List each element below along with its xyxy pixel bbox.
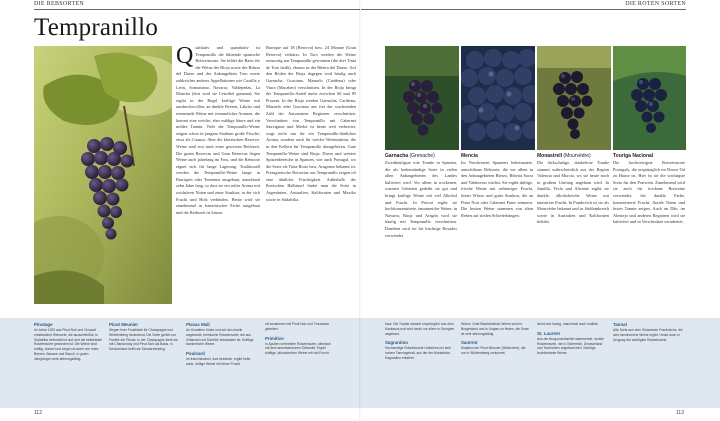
running-header-right: DIE ROTEN SORTEN — [361, 0, 686, 10]
grape-text-monastrell: Die dickschalige, dunkelrote Traube stammt wahrscheinlich aus der Region Valencia und Murcia, wo sie heute noch in großem Umfang angebaut wird. In Jumilla, Yecla und Alicante ergibt sie dunkle, alkoholreiche Weine mit intensiver Frucht. In Frankreich ist sie als Mourvèdre bekannt und in Südfrankreich sowie in Australien und Kalifornien beliebt. — [537, 160, 609, 225]
band-column-4: oft zusammen mit Pinot Noir und Trousseau gekeltert. Primitivo In Apulien verbreitete Rotweinsorte, identisch mit dem amerikanischen Zinfandel. Ergibt kräftige, alkoholreiche Weine mit viel Frucht. — [265, 322, 331, 356]
garnacha-photo — [385, 46, 459, 150]
touriga-nacional-photo — [613, 46, 686, 150]
grape-title-monastrell: Monastrell (Mourvèdre) — [537, 153, 591, 159]
page-title: Tempranillo — [34, 14, 159, 41]
body-column-2: Barrique auf 18 (Reserva) bzw. 24 Monate (Gran Reserva) verkürzt. In Toro werden die Weine reinsortig aus Tempranillo gewonnen (die dort Tinta de Toro heißt), ebenso in der Ribera del Duero. Auf den Böden der Rioja dagegen wird häufig auch Garnacha, Graciano, Mazuelo (Cariñena) oder Viura (Macabeo) verschnitten. In der Rioja bringt die Tempranillo-Anteil meist zwischen 60 und 85 Prozent. In der Rioja werden Garnacha, Cariñena, Mazuelo oder Graciano aus frei der wachsenden Zahl der Autonomen Regionen verschnitten. Verschnitten von Tempranillo mit Cabernet Sauvignon und Merlot ist heute weit verbreitet, sorgt nicht nur für ein Tempranillo-ähnliches Aroma, sondern auch für weiche Weinstruktur, die in den Kellern für Tempranillo dazugehören. Gute Tempranillo-Weine sind Rioja, Duero und weitere Spitzenbereiche in Spanien, wie auch Portugal, wo die Sorte als Tinta Roriz bzw. Aragonez bekannt ist. Portugiesische Rotweine aus Tempranillo zeigen oft eine ähnliche Fruchtigkeit. Außerhalb der Iberischen Halbinsel findet man die Sorte in Argentinien, Australien, Kalifornien und Mexiko sowie in Südafrika. — [266, 45, 356, 202]
tempranillo-vine-photo — [34, 46, 172, 304]
book-gutter — [359, 0, 361, 421]
dropcap: Q — [176, 45, 194, 69]
grape-title-mencia: Mencía — [461, 153, 478, 159]
band-column-3: Plavac Mali An Kroatiens Küste und auf den Inseln angebaute, heimische Rotweinsorte, die aus Zinfandel und Dobričić entstanden ist. Kräftige, tanninreiche Weine. Poulsard Im französischen Jura heimisch, ergibt helle, zarte, duftige Weine mit feiner Frucht. — [186, 322, 255, 366]
band-column-1: Pinotage Im Jahre 1925 aus Pinot Noir und Cinsault entstandene Rebsorte, die ausschließlich in Südafrika verbreitet ist und dort die beliebteste Rotweinsorte geworden ist. Die Weine sind kräftig, dunkel und zeigen Aromen von roten Beeren, Banane und Rauch. In guten Jahrgängen sehr alterungsfähig. — [34, 322, 102, 361]
grape-title-touriga-nacional: Touriga Nacional — [613, 153, 654, 159]
grape-text-mencia: Im Nordwesten Spaniens beheimatete, autochthone Rebsorte, die vor allem in den Anbaugebieten Bierzo, Ribeira Sacra und Valdeorras wächst. Sie ergibt duftige, frische Weine mit rotbeeriger Frucht, feiner Würze und guter Struktur, die an Pinot Noir oder Cabernet Franc erinnern. Die besten Weine stammen von alten Reben auf steilen Schieferhängen. — [461, 160, 533, 218]
band-column-2: Pinot Meunier Wegen ihrer Frosthärte für Champagne und Württemberg bedeutend. Die Sorte gehört zur Familie der Pinots. In der Champagne dient sie mit Chardonnay und Pinot Noir als Basis, in Deutschland heißt sie Schwarzriesling. — [109, 322, 178, 352]
page-number-left: 112 — [34, 410, 42, 416]
band-column-5: baut. Die Traube stammt ursprünglich aus dem Kaukasus und wird heute vor allem in Georgien angebaut. Sagrantino Hochwertige Rotweinsorte Umbriens mit sehr hohem Tanningehalt, aus der der Montefalco Sagrantino entsteht. — [385, 322, 455, 360]
grape-text-touriga-nacional: Die hochwertigste Rotweinsorte Portugals, die ursprünglich im Douro-Tal zu Hause ist. Hier ist sie die wichtigste Sorte für den Portwein. Zunehmend wird sie auch für trockene Rotweine verwendet, die dunkle Farbe, konzentrierte Frucht, florale Noten und festes Tannin zeigen. Auch im Dão, im Alentejo und anderen Regionen wird sie kultiviert und in Verschnitten verarbeitet. — [613, 160, 685, 225]
band-column-8: Tannat Alte Sorte aus dem Südwesten Frankreichs, die sehr tanninreiche Weine ergibt. Heute auch in Uruguay die wichtigste Rotweinsorte. — [613, 322, 683, 342]
page-number-right: 113 — [676, 410, 684, 416]
grape-text-garnacha: Zweithäufigste rote Traube in Spanien, die als bodenständige Sorte in vielen alten Anbaugebieten des Landes kultiviert wird. Vor allem in trockenen, warmen Gebieten gedeiht sie gut und bringt kräftige Weine mit viel Alkohol und Frucht. In Priorat ergibt sie hochkonzentrierte, tanninreiche Weine; in Navarra, Rioja und Aragón wird sie häufig mit Tempranillo verschnitten. Daneben wird sie für fruchtige Rosados verwendet. — [385, 160, 457, 238]
mencia-photo — [461, 46, 535, 150]
grape-title-garnacha: Garnacha (Grenache) — [385, 153, 435, 159]
monastrell-photo — [537, 46, 611, 150]
band-column-6: Würze. Gute Blaufränkisch-Weine sind im Burgenland und in Ungarn zu finden, die Sorte ist sehr alterungsfähig. Samtrot Mutation der Pinot Meunier (Müllerrebe), die nur in Württemberg vorkommt. — [461, 322, 529, 356]
running-header-left: DIE REBSORTEN — [34, 0, 360, 10]
body-column-1: Qualitativ und quantitativ ist Tempranillo die führende spanische Rotweinsorte. Sie bildet die Basis für die Weine der Rioja sowie der Ribera del Duero und des Anbaugebiets Toro sowie zahlreicher anderer Appellationen wie Castilla y León, Somontano, Navarra, Valdepeñas, La Mancha (dort wird sie Cencibel genannt). Sie ergibt in der Regel kräftige Weine mit ausdrucksvollen, an dunkle Beeren, Lakritz und erinnernde Weine mit erstaunlicher Aromen, die kommt eine weiche, eher mildige Säure und ein mildes Tannin. Viele der Tempranillo-Weine zeigen schon in jungem Stadium große Frische, etwa als Crianza. Aber die klassischen Reserva-Weine sind erst nach einer gewissen Reifezeit. Die guten Reservas und Gran Reservas liegen Weine auch jahrelang im Fass, und die Rebsorte eignet sich für lange Lagerung. Traditionell werden die Tempranillo-Weine lange in Barriques oder Tonneaus ausgebaut, manchmal zehn Jahre lang, so dass sie ein reifes Aroma mit oxidativen Noten und einer Struktur, in der sich Frucht und Holz verbinden. Heute wird sie zunehmend in französischer Eiche ausgebaut und die Reifezeit ist kürzer. — [176, 45, 260, 215]
band-column-7: leicht und harzig, manchmal auch rustikal. St. Laurent Aus der Burgunderfamilie stammende, dunkle Rotweinsorte, die in Österreich, Deutschland und Tschechien angebaut wird. Samtige, fruchtbetonte Weine. — [537, 322, 604, 356]
